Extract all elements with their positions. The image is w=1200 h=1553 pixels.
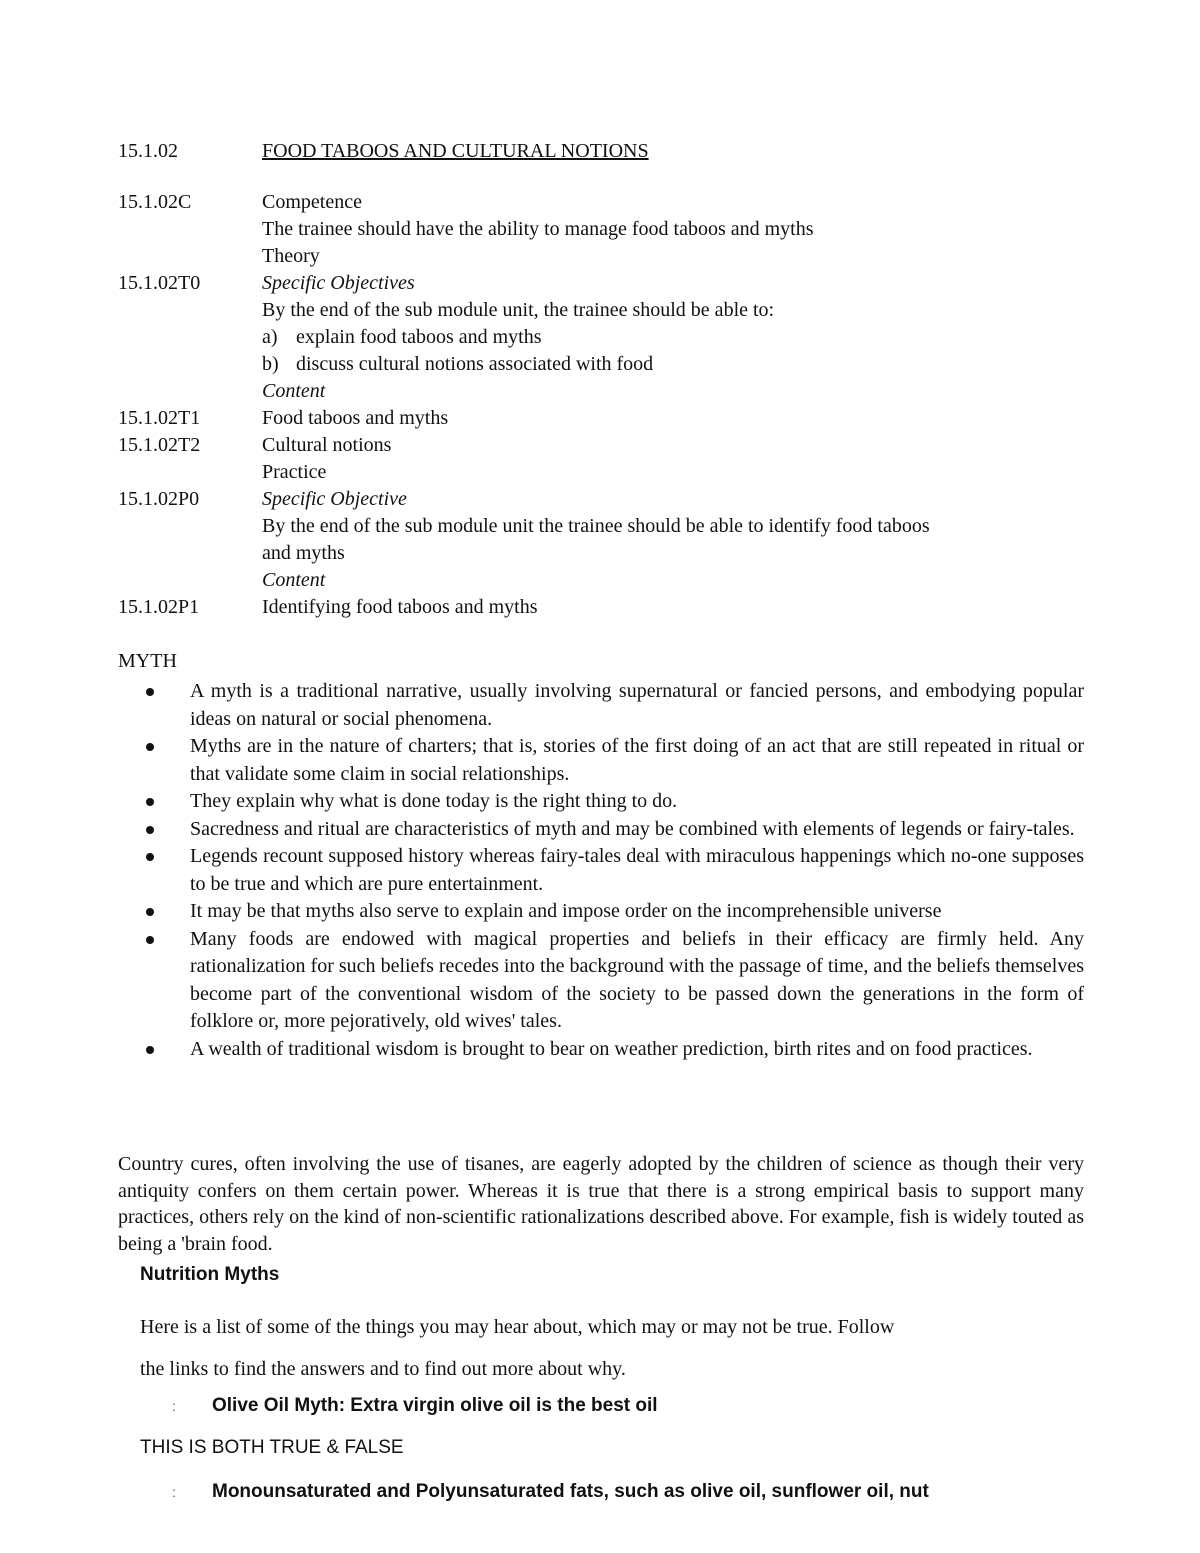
objectives-row (118, 324, 1078, 351)
row-code: 15.1.02T1 (118, 407, 201, 429)
fats-item (140, 1479, 929, 1505)
row-code: 15.1.02T2 (118, 434, 201, 456)
nutrition-myths-heading: Nutrition Myths (140, 1264, 280, 1285)
myth-bullet-list (118, 678, 1084, 1063)
objectives-row (118, 243, 1078, 270)
bullet-icon (146, 743, 154, 751)
competence-label: Competence (262, 191, 362, 213)
myth-heading: MYTH (118, 650, 177, 672)
objectives-row (118, 405, 1078, 432)
specific-objective-label: Specific Objective (262, 488, 407, 510)
row-code-empty (118, 459, 262, 486)
practice-objective-text: and myths (262, 542, 345, 564)
objectives-row (118, 594, 1078, 621)
objectives-row (118, 567, 1078, 594)
list-marker: b) (262, 353, 279, 375)
nutrition-intro-line-2: the links to find the answers and to find out more about why. (140, 1358, 626, 1380)
objectives-row (118, 540, 1078, 567)
objectives-row (118, 216, 1078, 243)
content-label: Content (262, 380, 326, 402)
myth-item-text: A myth is a traditional narrative, usually involving supernatural or fancied persons, and embodying popular ideas on natural or social phenomena. (190, 680, 1084, 730)
objectives-row (118, 432, 1078, 459)
objectives-row (118, 270, 1078, 297)
row-code-empty (118, 216, 262, 243)
list-marker: : (172, 1484, 176, 1500)
content-label: Content (262, 569, 326, 591)
section-title (118, 138, 649, 164)
objectives-row (118, 351, 1078, 378)
content-item: Food taboos and myths (262, 407, 449, 429)
myth-item-text: They explain why what is done today is the right thing to do. (190, 790, 678, 812)
content-item: Identifying food taboos and myths (262, 596, 538, 618)
content-item: Cultural notions (262, 434, 392, 456)
list-item (118, 733, 1084, 788)
myth-item-text: Sacredness and ritual are characteristics of myth and may be combined with elements of legends or fairy-tales. (190, 817, 1075, 840)
myth-item-text: A wealth of traditional wisdom is brought to bear on weather prediction, birth rites and on food practices. (190, 1037, 1033, 1060)
practice-label: Practice (262, 461, 327, 483)
list-marker: a) (262, 326, 278, 348)
bullet-icon (146, 908, 154, 916)
objectives-row (118, 513, 1078, 540)
row-code-empty (118, 378, 262, 405)
myth-item-text: Myths are in the nature of charters; that is, stories of the first doing of an act that are still repeated in ritual or that validate some claim in social relationships. (190, 735, 1084, 785)
list-item (118, 843, 1084, 898)
nutrition-intro-line-1: Here is a list of some of the things you may hear about, which may or may not be true. Follow (140, 1316, 895, 1338)
olive-oil-myth-link[interactable]: Olive Oil Myth: Extra virgin olive oil is the best oil (212, 1395, 658, 1416)
list-item (118, 788, 1084, 816)
row-code: 15.1.02P0 (118, 488, 200, 510)
objective-a-text: explain food taboos and myths (296, 326, 542, 348)
objectives-row (118, 486, 1078, 513)
section-title-text: FOOD TABOOS AND CULTURAL NOTIONS (262, 140, 649, 162)
myth-item-text: Many foods are endowed with magical properties and beliefs in their efficacy are firmly held. Any rationalization for such beliefs recedes into the background with the passage of time, and the beliefs themselves become part of the conventional wisdom of the society to be passed down the generations in the form of folklore or, more pejoratively, old wives' tales. (190, 927, 1084, 1032)
myth-item-text: Legends recount supposed history whereas fairy-tales deal with miraculous happenings which no-one supposes to be true and which are pure entertainment. (190, 845, 1084, 895)
list-item (118, 1036, 1084, 1064)
row-code-empty (118, 513, 262, 540)
row-code-empty (118, 243, 262, 270)
list-item (118, 898, 1084, 926)
fats-item-text: Monounsaturated and Polyunsaturated fats, such as olive oil, sunflower oil, nut (212, 1481, 929, 1502)
objectives-row (118, 378, 1078, 405)
bullet-icon (146, 688, 154, 696)
objectives-table (118, 189, 1078, 621)
practice-objective-text: By the end of the sub module unit the trainee should be able to identify food taboos (262, 515, 930, 537)
myth-item-text: It may be that myths also serve to explain and impose order on the incomprehensible universe (190, 900, 942, 922)
bullet-icon (146, 1046, 154, 1054)
verdict-text: THIS IS BOTH TRUE & FALSE (140, 1437, 404, 1458)
objectives-row (118, 459, 1078, 486)
bullet-icon (146, 936, 154, 944)
objective-b-text: discuss cultural notions associated with food (296, 353, 654, 375)
row-code-empty (118, 324, 262, 351)
competence-text: The trainee should have the ability to manage food taboos and myths (262, 218, 814, 240)
list-marker: : (172, 1398, 176, 1414)
country-cures-paragraph: Country cures, often involving the use of tisanes, are eagerly adopted by the children of science as though their very antiquity confers on them certain power. Whereas it is true that there is a strong empirical basis to support many practices, others rely on the kind of non-scientific rationalizations described above. For example, fish is widely touted as being a 'brain food. (118, 1153, 1084, 1255)
objectives-row (118, 189, 1078, 216)
specific-objectives-label: Specific Objectives (262, 272, 415, 294)
row-code-empty (118, 567, 262, 594)
list-item (118, 678, 1084, 733)
row-code: 15.1.02C (118, 191, 192, 213)
row-code: 15.1.02T0 (118, 272, 201, 294)
myth-link-item[interactable] (140, 1393, 658, 1419)
objectives-row (118, 297, 1078, 324)
section-code: 15.1.02 (118, 140, 178, 162)
row-code-empty (118, 351, 262, 378)
list-item (118, 926, 1084, 1036)
bullet-icon (146, 853, 154, 861)
row-code: 15.1.02P1 (118, 596, 200, 618)
bullet-icon (146, 798, 154, 806)
row-code-empty (118, 540, 262, 567)
objectives-intro: By the end of the sub module unit, the trainee should be able to: (262, 299, 775, 321)
theory-label: Theory (262, 245, 320, 267)
row-code-empty (118, 297, 262, 324)
bullet-icon (146, 826, 154, 834)
list-item (118, 816, 1084, 844)
